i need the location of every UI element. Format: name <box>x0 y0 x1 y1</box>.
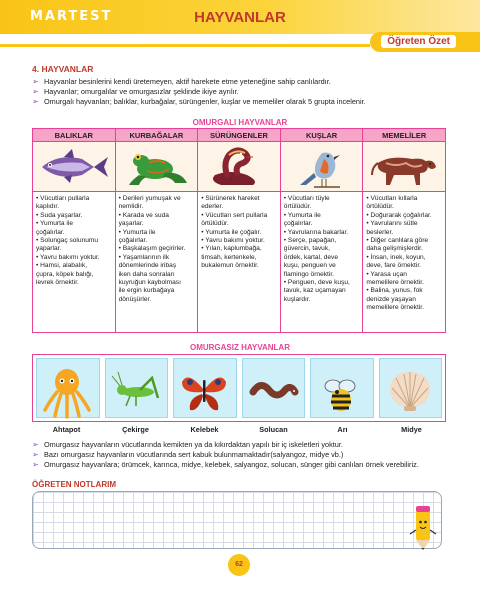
column-line: örtülüdür. <box>366 203 394 211</box>
bullet-item <box>32 440 462 450</box>
intro-bullets <box>32 77 462 107</box>
column-line: • Yaşamlarının ilk <box>118 253 170 261</box>
column-line: • Yavrularına bakarlar. <box>283 228 349 236</box>
column-line: ördek, kartal, deve <box>283 253 339 261</box>
worm-icon <box>247 362 299 420</box>
bullet-text: Omurgasız hayvanların vücutlarında kemikten ya da kıkırdaktan yapılı bir iç iskeletleri yoktur. <box>44 440 343 449</box>
column-line: yaparlar. <box>36 245 62 253</box>
snake-icon <box>201 145 277 189</box>
column-line: • Yavru bakımı yoktur. <box>201 237 265 245</box>
bullet-text: Hayvanlar besinlerini kendi üretemeyen, aktif harekete etme yeteneğine sahip canlılardır. <box>44 77 331 86</box>
bullet-text: Omurgasız hayvanlara; örümcek, karınca, midye, kelebek, salyangoz, solucan, sünger gibi canlıları örnek verebiliriz. <box>44 460 419 469</box>
column-line: • Diğer canlılara göre <box>366 237 429 245</box>
label-butterfly: Kelebek <box>190 425 219 434</box>
arrow-icon: ➢ <box>32 97 39 106</box>
column-header: MEMELİLER <box>382 131 427 140</box>
mussel-icon <box>384 362 436 420</box>
column-line: ederler. <box>201 203 224 211</box>
bird-icon <box>284 145 360 189</box>
bullet-text: Bazı omurgasız hayvanların vücutlarında sert kabuk bulunmamaktadır(salyangoz, midye vb.) <box>44 450 344 459</box>
grasshopper-icon <box>110 362 162 420</box>
vertebrates-table <box>32 128 446 333</box>
arrow-icon: ➢ <box>32 87 39 96</box>
column-line: nemlidir. <box>118 203 144 211</box>
invertebrates-strip <box>32 354 446 422</box>
column-line: • Yavru bakımı yoktur. <box>36 253 100 261</box>
table-image-row <box>33 142 445 192</box>
column-line: kuşlardır. <box>283 295 311 303</box>
column-line: çoğalırlar. <box>36 228 65 236</box>
page-number: 62 <box>228 554 250 576</box>
octopus-icon <box>41 362 93 420</box>
column-line: çoğalırlar. <box>118 237 148 245</box>
column-line: levrek örnektir. <box>36 279 79 287</box>
column-line: • Vücutları tüyle <box>283 195 330 202</box>
butterfly-icon <box>178 362 230 420</box>
column-line: dönüşürler. <box>118 295 152 303</box>
column-line: çupra, köpek balığı, <box>36 270 94 278</box>
column-text <box>198 192 281 332</box>
frog-icon <box>119 145 195 189</box>
column-text <box>116 192 199 332</box>
column-line: • Balina, yunus, fok <box>366 287 423 295</box>
column-line: • Doğurarak çoğalırlar. <box>366 211 432 219</box>
bee-icon <box>315 362 367 420</box>
column-text <box>281 192 364 332</box>
column-line: dönemlerinde iribaş <box>118 262 177 270</box>
column-line: örtülüdür. <box>283 203 312 211</box>
table-body-row <box>33 192 445 332</box>
column-line: kuşu, penguen ve <box>283 262 336 270</box>
bullet-item <box>32 460 462 470</box>
column-line: • Vücutları kıllarla <box>366 195 418 202</box>
label-worm: Solucan <box>259 425 288 434</box>
bullet-text: Hayvanlar; omurgalılar ve omurgasızlar şeklinde ikiye ayrılır. <box>44 87 239 96</box>
column-header: KURBAĞALAR <box>116 129 199 141</box>
column-header: SÜRÜNGENLER <box>198 129 281 141</box>
column-line: beslerler. <box>366 228 394 236</box>
summary-tab-label: Öğreten Özet <box>381 35 456 48</box>
column-line: • Yumurta ile <box>283 211 321 219</box>
column-line: daha gelişmişlerdir. <box>366 245 423 253</box>
mammal-cell <box>363 142 445 191</box>
summary-tab <box>370 32 480 52</box>
column-line: • Yumurta ile çoğalır. <box>201 228 262 236</box>
column-line: ile ergin kurbağaya <box>118 287 175 295</box>
butterfly-box <box>173 358 237 418</box>
column-line: • Karada ve suda <box>118 211 169 219</box>
column-line: • Sürünerek hareket <box>201 195 260 202</box>
fish-cell <box>33 142 116 191</box>
snake-cell <box>198 142 281 191</box>
label-bee: Arı <box>337 425 348 434</box>
column-line: • Derileri yumuşak ve <box>118 195 181 202</box>
column-line: • Yarasa uçan <box>366 270 407 278</box>
grasshopper-box <box>105 358 169 418</box>
bullet-text: Omurgalı hayvanları; balıklar, kurbağalar, sürüngenler, kuşlar ve memeliler olarak 5 grupta incelenir. <box>44 97 366 106</box>
column-line: örtülüdür. <box>201 220 229 228</box>
column-line: timsah, kertenkele, <box>201 253 257 261</box>
pencil-mascot-icon <box>408 504 438 552</box>
bullet-item <box>32 450 462 460</box>
column-line: denizde yaşayan <box>366 295 416 303</box>
mussel-box <box>379 358 443 418</box>
column-line: tavuk, kaz uçamayan <box>283 287 346 295</box>
arrow-icon: ➢ <box>32 440 39 449</box>
column-header: KUŞLAR <box>281 129 364 141</box>
column-line: • Suda yaşarlar. <box>36 211 83 219</box>
arrow-icon: ➢ <box>32 77 39 86</box>
column-line: • Yılan, kaplumbağa, <box>201 245 262 253</box>
bullet-item <box>32 77 462 87</box>
page-title: HAYVANLAR <box>194 9 286 26</box>
frog-cell <box>116 142 199 191</box>
column-text <box>33 192 116 332</box>
invertebrate-bullets <box>32 440 462 470</box>
column-line: • Penguen, deve kuşu, <box>283 279 350 287</box>
column-line: • Başkalaşım geçirirler. <box>118 245 186 253</box>
column-line: kuyruğun kaybolması <box>118 279 181 287</box>
column-line: • Yavrularını sütle <box>366 220 418 228</box>
logo: MARTEST <box>30 9 113 24</box>
arrow-icon: ➢ <box>32 460 39 469</box>
column-line: • Solungaç solunumu <box>36 237 99 245</box>
bird-cell <box>281 142 364 191</box>
column-line: • Vücutları sert pullarla <box>201 211 268 219</box>
column-line: • Yumurta ile <box>36 220 74 228</box>
column-line: memelilere örnektir. <box>366 279 424 287</box>
column-line: bukalemun örnektir. <box>201 262 259 270</box>
invertebrates-labels <box>32 425 446 434</box>
column-line: deve, fare örnektir. <box>366 262 421 270</box>
column-line: • Serçe, papağan, <box>283 237 337 245</box>
column-line: iken daha sonraları <box>118 270 175 278</box>
table-header-row <box>33 129 445 142</box>
header-divider <box>0 44 370 47</box>
notes-title: ÖĞRETEN NOTLARIM <box>32 480 116 489</box>
label-octopus: Ahtapot <box>52 425 81 434</box>
vertebrates-title: OMURGALI HAYVANLAR <box>192 118 288 127</box>
column-line: kaplıdır. <box>36 203 60 211</box>
page-header <box>0 0 480 46</box>
bullet-item <box>32 87 462 97</box>
column-line: • Yumurta ile <box>118 228 156 236</box>
bullet-item <box>32 97 462 107</box>
worm-box <box>242 358 306 418</box>
octopus-box <box>36 358 100 418</box>
column-line: • İnsan, inek, koyun, <box>366 253 426 261</box>
notes-grid[interactable] <box>32 491 442 549</box>
arrow-icon: ➢ <box>32 450 39 459</box>
column-line: güvercin, tavuk, <box>283 245 330 253</box>
section-title: 4. HAYVANLAR <box>32 64 94 74</box>
invertebrates-title: OMURGASIZ HAYVANLAR <box>189 343 290 352</box>
column-header: BALIKLAR <box>33 129 116 141</box>
bee-box <box>310 358 374 418</box>
column-line: • Vücutları pullarla <box>36 195 90 202</box>
column-line: • Hamsi, alabalık, <box>36 262 88 270</box>
fish-icon <box>36 145 112 189</box>
mammal-icon <box>366 145 442 189</box>
column-line: çoğalırlar. <box>283 220 313 228</box>
label-grasshopper: Çekirge <box>122 425 149 434</box>
label-mussel: Midye <box>401 425 422 434</box>
column-line: yaşarlar. <box>118 220 144 228</box>
column-line: memelilere örnektir. <box>366 304 424 312</box>
column-text <box>363 192 445 332</box>
column-line: flamingo örnektir. <box>283 270 334 278</box>
